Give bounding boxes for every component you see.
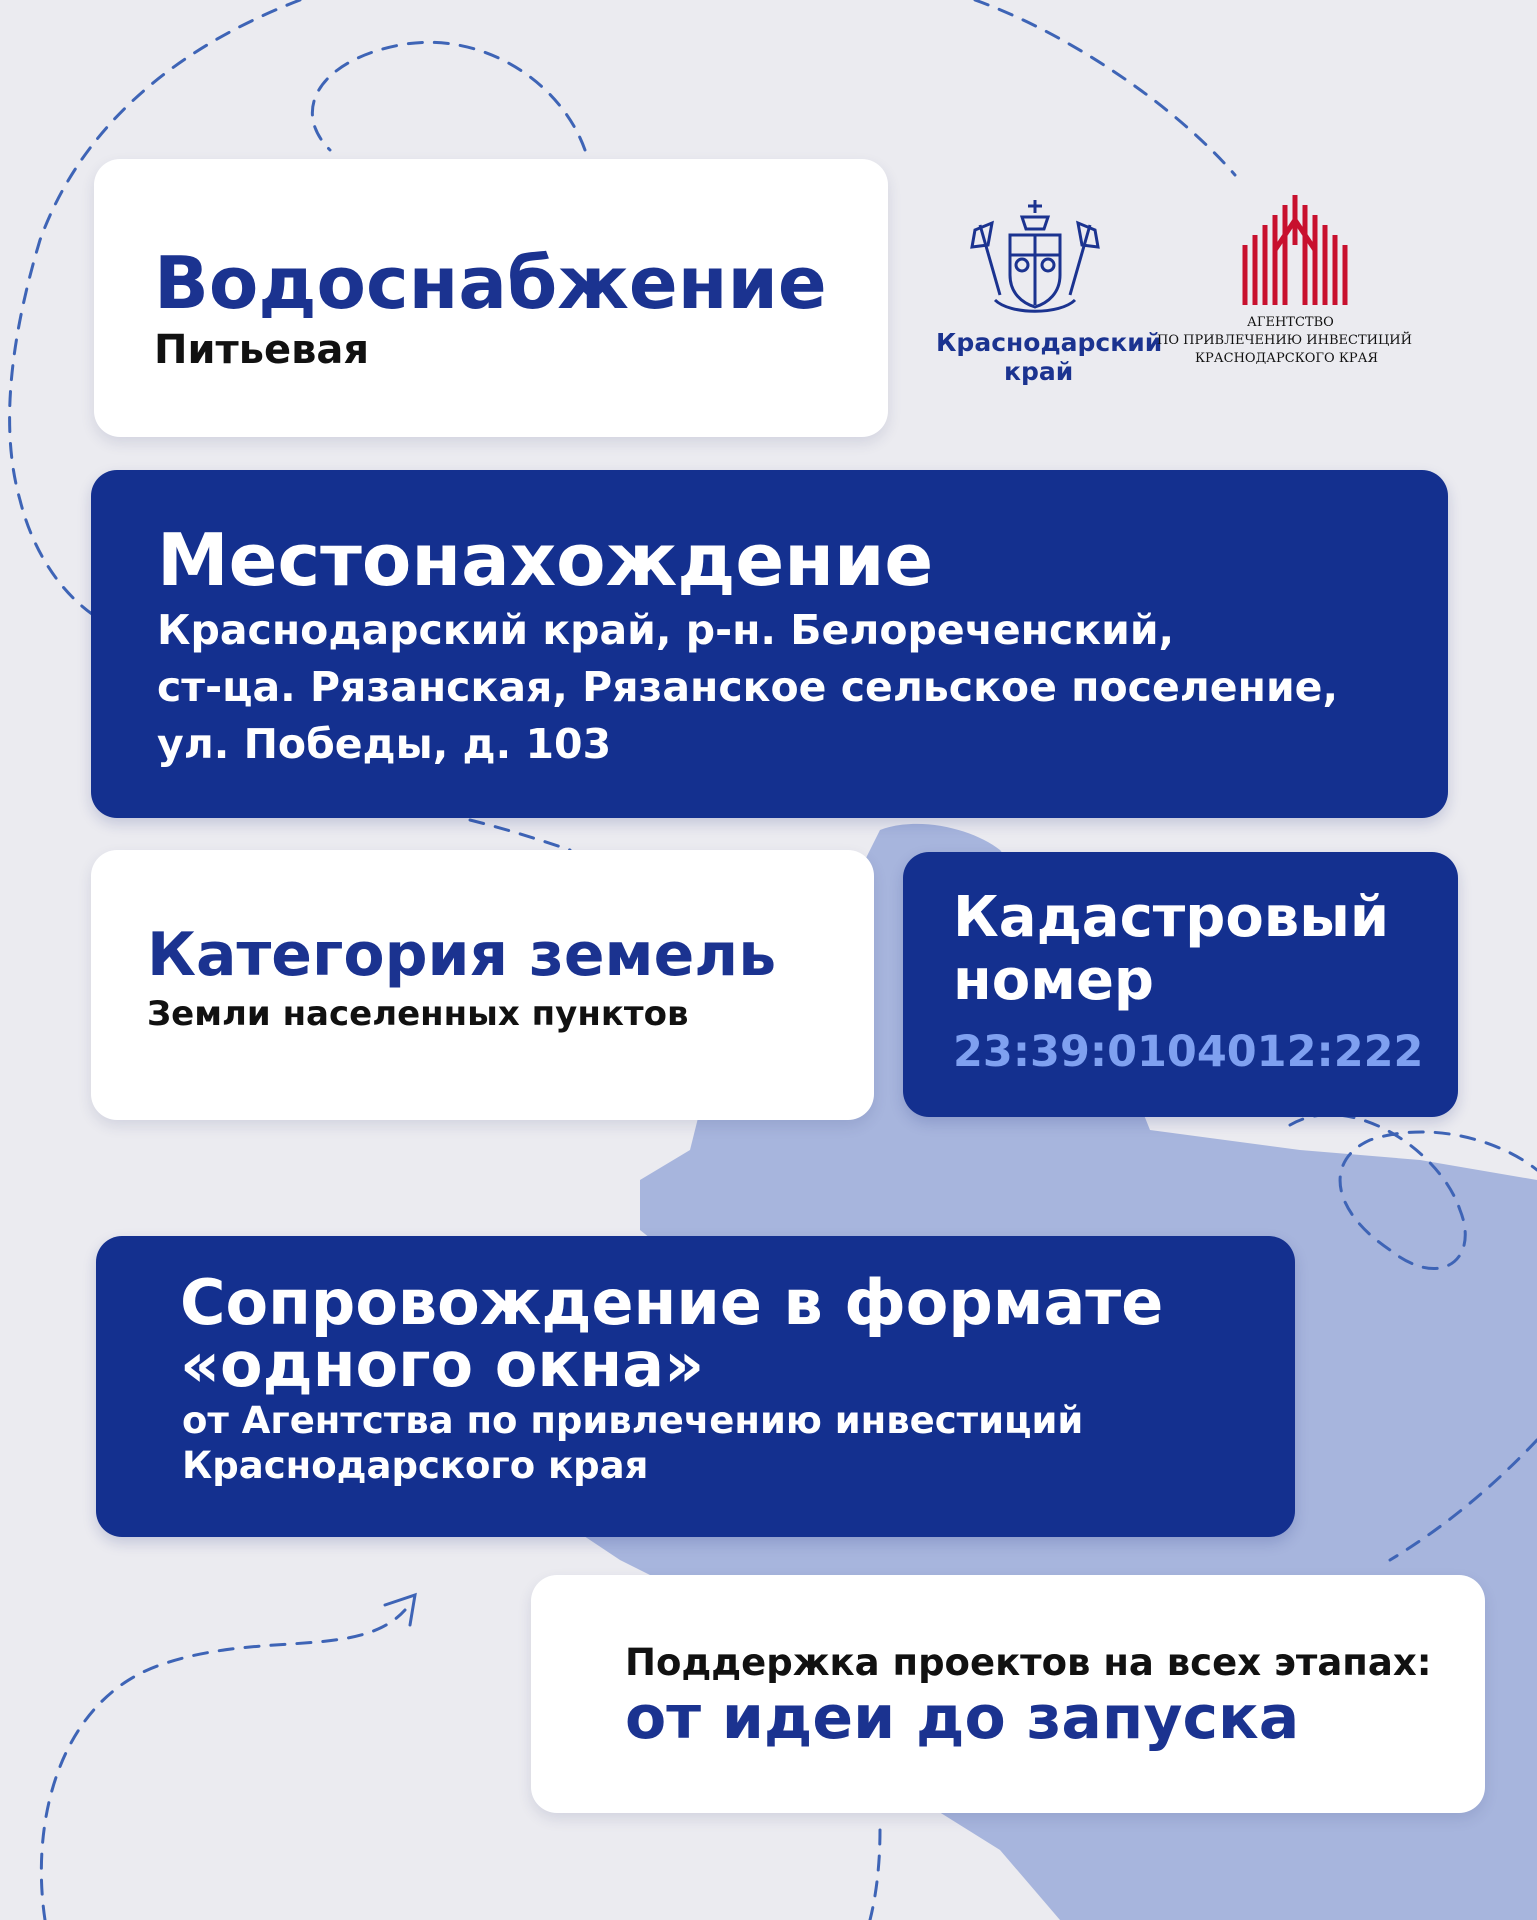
krai-logo-line1: Краснодарский xyxy=(936,328,1163,357)
location-title: Местонахождение xyxy=(157,518,934,602)
land-category-subtitle: Земли населенных пунктов xyxy=(147,994,689,1034)
investment-agency-logo xyxy=(1155,190,1435,380)
project-support-card xyxy=(531,1575,1485,1813)
agency-logo-line3: КРАСНОДАРСКОГО КРАЯ xyxy=(1195,351,1378,366)
water-supply-subtitle: Питьевая xyxy=(154,327,370,373)
coat-of-arms-icon xyxy=(930,195,1140,325)
one-window-card xyxy=(96,1236,1295,1537)
water-supply-title: Водоснабжение xyxy=(154,241,827,325)
project-support-line1: Поддержка проектов на всех этапах: xyxy=(625,1641,1432,1684)
cadastral-number-value: 23:39:0104012:222 xyxy=(953,1027,1424,1077)
dashed-path-mid xyxy=(470,820,570,850)
location-address-line1: Краснодарский край, р-н. Белореченский, xyxy=(157,606,1175,654)
arrow-head-icon xyxy=(385,1595,415,1625)
krai-logo-line2: край xyxy=(1004,357,1074,386)
one-window-title-line1: Сопровождение в формате xyxy=(180,1266,1164,1339)
dashed-path-bottom xyxy=(870,1830,880,1920)
location-address-line3: ул. Победы, д. 103 xyxy=(157,720,612,768)
agency-emblem-icon xyxy=(1155,190,1435,310)
krasnodar-krai-logo xyxy=(930,195,1163,386)
dashed-loop-top xyxy=(312,42,585,150)
one-window-title-line2: «одного окна» xyxy=(180,1328,705,1401)
cadastral-number-card xyxy=(903,852,1458,1117)
one-window-agency-line2: Краснодарского края xyxy=(182,1444,649,1487)
dashed-path-topright xyxy=(975,0,1235,175)
project-support-line2: от идеи до запуска xyxy=(625,1683,1300,1753)
land-category-card xyxy=(91,850,874,1120)
water-supply-card xyxy=(94,159,888,437)
one-window-agency-line1: от Агентства по привлечению инвестиций xyxy=(182,1399,1084,1442)
cadastral-title-line2: номер xyxy=(953,948,1155,1013)
agency-logo-line2: ПО ПРИВЛЕЧЕНИЮ ИНВЕСТИЦИЙ xyxy=(1157,333,1412,348)
dashed-arrow-path xyxy=(41,1610,405,1920)
location-address-line2: ст-ца. Рязанская, Рязанское сельское поселение, xyxy=(157,663,1339,711)
agency-logo-line1: АГЕНТСТВО xyxy=(1247,315,1334,330)
cadastral-title-line1: Кадастровый xyxy=(953,885,1390,950)
location-card xyxy=(91,470,1448,818)
land-category-title: Категория земель xyxy=(147,920,777,990)
